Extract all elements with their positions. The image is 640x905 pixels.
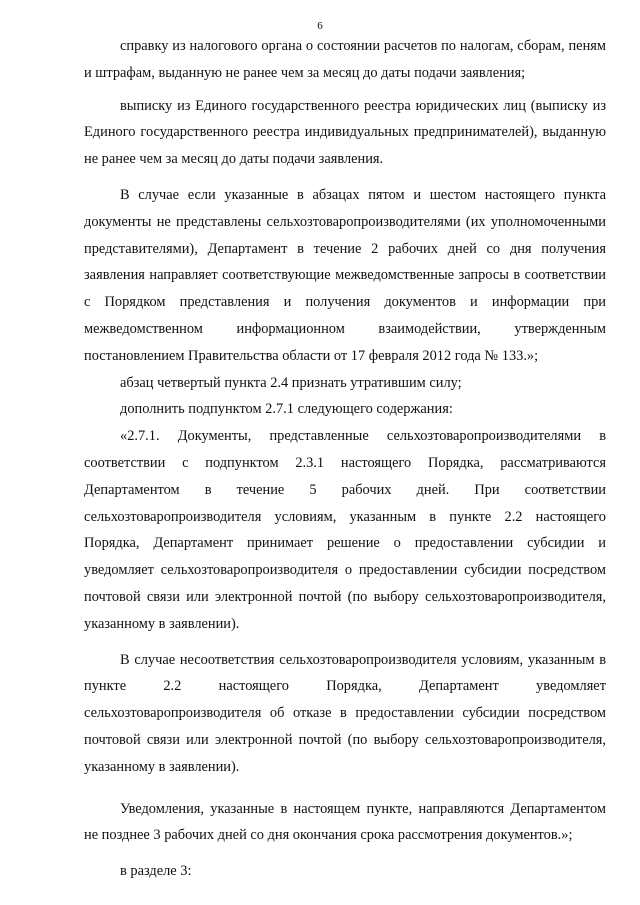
paragraph-add-subclause: дополнить подпунктом 2.7.1 следующего содержания: (120, 401, 453, 418)
paragraph-tax-certificate: справку из налогового органа о состоянии расчетов по налогам, сборам, пеням и штрафам, выданную не ранее чем за месяц до даты подачи заявления; (84, 38, 606, 81)
paragraph-nonconformity: В случае несоответствия сельхозтоваропроизводителя условиям, указанным в пункте 2.2 настоящего Порядка, Департамент уведомляет сельхозтоваропроизводителя об отказе в предоставлении субсидии посредством почтовой связи или электронной почтой (по выбору сельхозтоваропроизводителя, указанному в заявлении). (84, 651, 606, 775)
paragraph-clause-2-4-void: абзац четвертый пункта 2.4 признать утратившим силу; (120, 374, 462, 391)
document-body (84, 33, 606, 885)
paragraph-interagency-requests: В случае если указанные в абзацах пятом и шестом настоящего пункта документы не представлены сельхозтоваропроизводителями (их уполномоченными представителями), Департамент в течение 2 рабочих дней со дня получения заявления направляет соответствующие межведомственные запросы в соответствии с Порядком представления и получения документов и информации при межведомственном информационном взаимодействии, утвержденным постановлением Правительства области от 17 февраля 2012 года № 133.»; (84, 186, 606, 364)
paragraph-section-3: в разделе 3: (120, 863, 192, 880)
page-number: 6 (317, 20, 323, 32)
paragraph-subclause-2-7-1: «2.7.1. Документы, представленные сельхозтоваропроизводителями в соответствии с подпунктом 2.3.1 настоящего Порядка, рассматриваются Департаментом в течение 5 рабочих дней. При соответствии сельхозтоваропроизводителя условиям, указанным в пункте 2.2 настоящего Порядка, Департамент принимает решение о предоставлении субсидии и уведомляет сельхозтоваропроизводителя о предоставлении субсидии посредством почтовой связи или электронной почтой (по выбору сельхозтоваропроизводителя, указанному в заявлении). (84, 428, 606, 632)
paragraph-notifications: Уведомления, указанные в настоящем пункте, направляются Департаментом не позднее 3 рабочих дней со дня окончания срока рассмотрения документов.»; (84, 800, 606, 844)
paragraph-registry-extract: выписку из Единого государственного реестра юридических лиц (выписку из Единого государственного реестра индивидуальных предпринимателей), выданную не ранее чем за месяц до даты подачи заявления. (84, 97, 606, 168)
